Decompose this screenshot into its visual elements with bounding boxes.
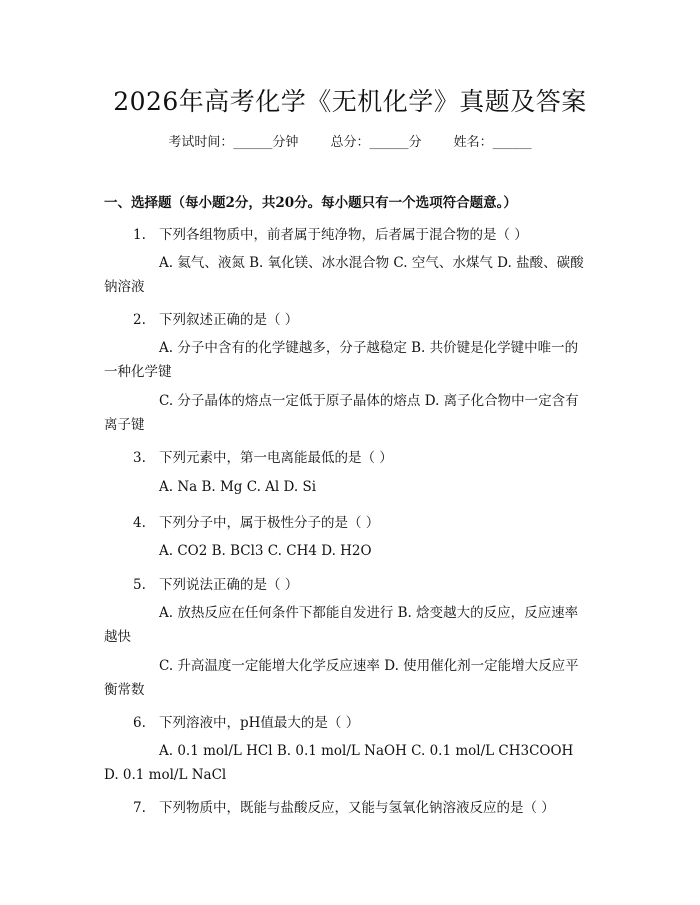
question-text: 下列说法正确的是（ ） bbox=[159, 577, 299, 593]
total-score: 总分：______分 bbox=[330, 135, 422, 150]
question-text: 下列元素中，第一电离能最低的是（ ） bbox=[159, 450, 393, 466]
question-number: 1. bbox=[133, 227, 146, 243]
question-5 bbox=[133, 573, 298, 593]
question-number: 3. bbox=[133, 450, 146, 466]
question-text: 下列物质中，既能与盐酸反应，又能与氢氧化钠溶液反应的是（ ） bbox=[159, 800, 555, 816]
question-text: 下列叙述正确的是（ ） bbox=[159, 312, 299, 328]
question-1-options: A. 氦气、液氮 B. 氧化镁、冰水混合物 C. 空气、水煤气 D. 盐酸、碳酸钠溶液 bbox=[104, 255, 584, 295]
question-3-options: A. Na B. Mg C. Al D. Si bbox=[159, 479, 317, 495]
question-number: 2. bbox=[133, 312, 146, 328]
question-4-options: A. CO2 B. BCl3 C. CH4 D. H2O bbox=[159, 543, 372, 559]
student-name: 姓名：______ bbox=[453, 135, 532, 150]
question-5-options-ab: A. 放热反应在任何条件下都能自发进行 B. 焓变越大的反应，反应速率越快 bbox=[104, 605, 579, 645]
exam-time: 考试时间：______分钟 bbox=[168, 135, 299, 150]
question-text: 下列分子中，属于极性分子的是（ ） bbox=[159, 515, 380, 531]
question-6 bbox=[133, 711, 359, 731]
question-1 bbox=[133, 223, 528, 243]
section-heading: 一、选择题（每小题2分，共20分。每小题只有一个选项符合题意。） bbox=[104, 195, 517, 211]
question-5-options-cd: C. 升高温度一定能增大化学反应速率 D. 使用催化剂一定能增大反应平衡常数 bbox=[104, 658, 579, 698]
page-title: 2026年高考化学《无机化学》真题及答案 bbox=[113, 87, 587, 116]
question-number: 4. bbox=[133, 515, 146, 531]
question-2 bbox=[133, 308, 298, 328]
question-number: 7. bbox=[133, 800, 146, 816]
exam-meta bbox=[0, 131, 700, 150]
question-text: 下列溶液中，pH值最大的是（ ） bbox=[159, 715, 360, 731]
question-3 bbox=[133, 446, 393, 466]
question-text: 下列各组物质中，前者属于纯净物，后者属于混合物的是（ ） bbox=[159, 227, 528, 243]
question-7 bbox=[133, 796, 555, 816]
question-6-options: A. 0.1 mol/L HCl B. 0.1 mol/L NaOH C. 0.1 mol/L CH3COOH D. 0.1 mol/L NaCl bbox=[104, 743, 574, 783]
question-4 bbox=[133, 511, 379, 531]
question-2-options-ab: A. 分子中含有的化学键越多，分子越稳定 B. 共价键是化学键中唯一的一种化学键 bbox=[104, 340, 579, 380]
question-2-options-cd: C. 分子晶体的熔点一定低于原子晶体的熔点 D. 离子化合物中一定含有离子键 bbox=[104, 393, 579, 433]
question-number: 5. bbox=[133, 577, 146, 593]
question-number: 6. bbox=[133, 715, 146, 731]
